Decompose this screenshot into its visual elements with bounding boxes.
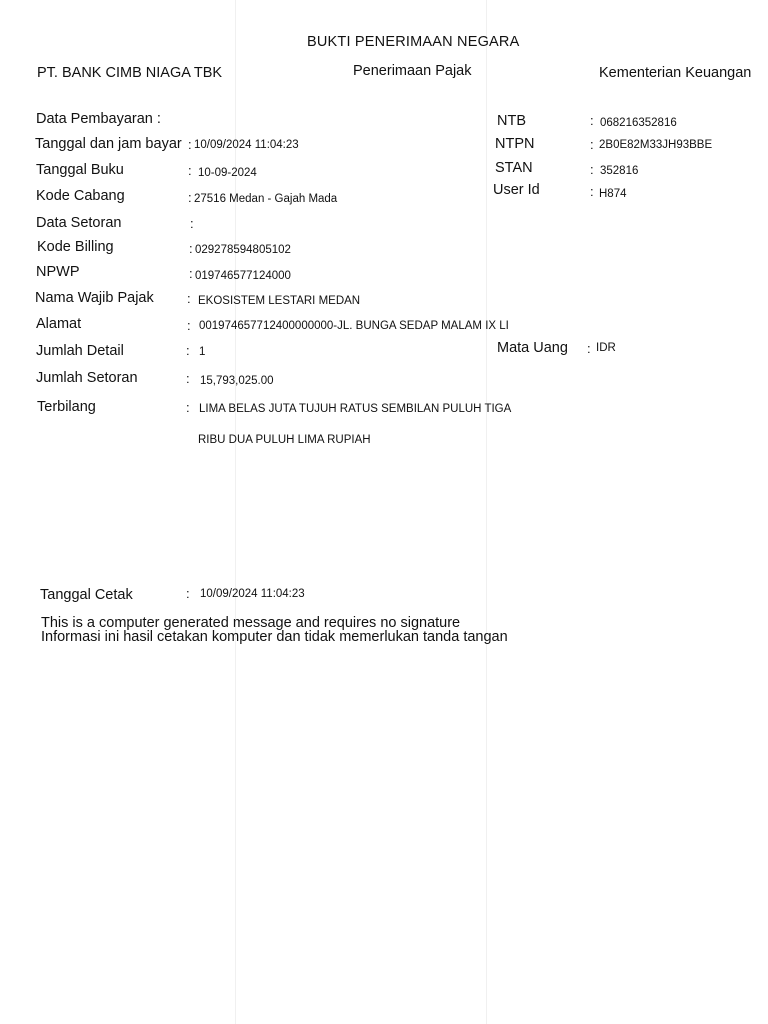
receipt-category: Penerimaan Pajak (353, 63, 472, 79)
colon: : (186, 586, 190, 601)
tanggal-cetak-value: 10/09/2024 11:04:23 (200, 588, 305, 600)
colon: : (587, 341, 591, 356)
document-title: BUKTI PENERIMAAN NEGARA (307, 34, 520, 50)
colon: : (590, 162, 594, 177)
colon: : (189, 266, 193, 281)
colon: : (590, 137, 594, 152)
colon: : (188, 137, 192, 152)
colon: : (188, 190, 192, 205)
ntb-label: NTB (497, 113, 526, 129)
kode-billing-value: 029278594805102 (195, 244, 291, 256)
terbilang-label: Terbilang (37, 399, 96, 415)
computer-generated-note-id: Informasi ini hasil cetakan komputer dan tidak memerlukan tanda tangan (41, 629, 508, 645)
colon: : (186, 343, 190, 358)
scan-artifact (235, 0, 236, 1024)
terbilang-line-1: LIMA BELAS JUTA TUJUH RATUS SEMBILAN PULUH TIGA (199, 403, 512, 415)
alamat-value: 001974657712400000000-JL. BUNGA SEDAP MALAM IX LI (199, 320, 509, 332)
tanggal-jam-bayar-label: Tanggal dan jam bayar (35, 136, 182, 152)
scan-artifact (486, 0, 487, 1024)
mata-uang-label: Mata Uang (497, 340, 568, 356)
user-id-value: H874 (599, 188, 627, 200)
ntb-value: 068216352816 (600, 117, 677, 129)
tanggal-jam-bayar-value: 10/09/2024 11:04:23 (194, 139, 299, 151)
jumlah-setoran-value: 15,793,025.00 (200, 375, 274, 387)
user-id-label: User Id (493, 182, 540, 198)
ntpn-label: NTPN (495, 136, 535, 152)
colon: : (188, 163, 192, 178)
ministry-name: Kementerian Keuangan (599, 65, 752, 81)
tanggal-cetak-label: Tanggal Cetak (40, 587, 133, 603)
colon: : (187, 318, 191, 333)
kode-cabang-label: Kode Cabang (36, 188, 125, 204)
alamat-label: Alamat (36, 316, 82, 332)
colon: : (186, 371, 190, 386)
data-pembayaran-label: Data Pembayaran : (36, 111, 161, 127)
colon: : (590, 113, 594, 128)
data-setoran-label: Data Setoran (36, 215, 122, 231)
colon: : (187, 291, 191, 306)
colon: : (590, 184, 594, 199)
colon: : (189, 241, 193, 256)
nama-wajib-pajak-value: EKOSISTEM LESTARI MEDAN (198, 295, 361, 307)
kode-cabang-value: 27516 Medan - Gajah Mada (194, 193, 338, 205)
tanggal-buku-label: Tanggal Buku (36, 162, 124, 178)
tanggal-buku-value: 10-09-2024 (198, 167, 257, 179)
terbilang-line-2: RIBU DUA PULUH LIMA RUPIAH (198, 434, 371, 446)
stan-label: STAN (495, 160, 533, 176)
bank-name: PT. BANK CIMB NIAGA TBK (37, 65, 223, 81)
ntpn-value: 2B0E82M33JH93BBE (599, 139, 713, 151)
jumlah-detail-value: 1 (199, 346, 206, 358)
colon: : (190, 216, 194, 231)
jumlah-setoran-label: Jumlah Setoran (36, 370, 138, 386)
nama-wajib-pajak-label: Nama Wajib Pajak (35, 290, 154, 306)
stan-value: 352816 (600, 165, 639, 177)
computer-generated-note-en: This is a computer generated message and requires no signature (41, 615, 461, 631)
jumlah-detail-label: Jumlah Detail (36, 343, 124, 359)
colon: : (186, 400, 190, 415)
npwp-value: 019746577124000 (195, 270, 291, 282)
npwp-label: NPWP (36, 264, 80, 280)
mata-uang-value: IDR (596, 342, 616, 354)
kode-billing-label: Kode Billing (37, 239, 114, 255)
